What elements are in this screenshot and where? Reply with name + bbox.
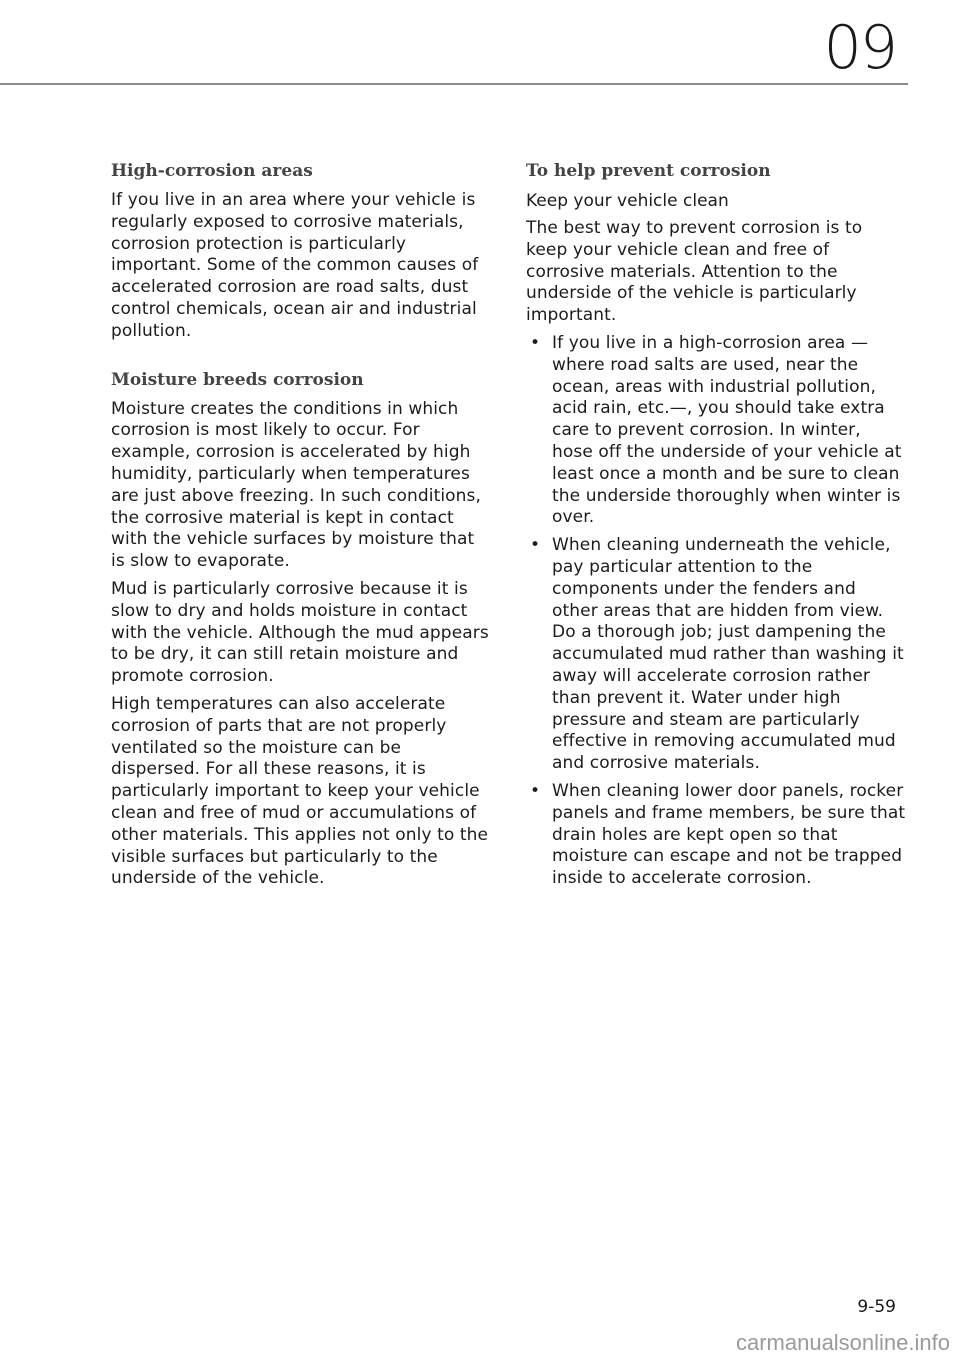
list-item xyxy=(526,333,906,529)
heading-high-corrosion-areas: High-corrosion areas xyxy=(111,161,313,181)
bullet-icon: • xyxy=(530,535,541,556)
list-item-text: When cleaning underneath the vehicle, pay particular attention to the components under the fenders and other areas that are hidden from view. Do a thorough job; just dampening the accumulated mud rather than washing it away will accelerate corrosion rather than prevent it. Water under high pressure and steam are particularly effective in removing accumulated mud and corrosive materials. xyxy=(552,535,904,774)
list-item xyxy=(526,781,906,890)
list-item-text: If you live in a high-corrosion area — where road salts are used, near the ocean, areas with industrial pollution, acid rain, etc.—, you should take extra care to prevent corrosion. In winter, hose off the underside of your vehicle at least once a month and be sure to clean the underside thoroughly when winter is over. xyxy=(552,332,902,528)
bullet-icon: • xyxy=(530,780,541,801)
page-number: 9-59 xyxy=(857,1297,896,1317)
left-column xyxy=(111,160,491,896)
header-rule xyxy=(0,83,908,85)
heading-prevent-corrosion: To help prevent corrosion xyxy=(526,161,771,181)
paragraph-high-temperatures: High temperatures can also accelerate corrosion of parts that are not properly ventilated so the moisture can be dispersed. For all these reasons, it is particularly important to keep your vehicle clean and free of mud or accumulations of other materials. This applies not only to the visible surfaces but particularly to the underside of the vehicle. xyxy=(111,693,489,889)
paragraph-high-corrosion: If you live in an area where your vehicle is regularly exposed to corrosive materials, corrosion protection is particularly important. Some of the common causes of accelerated corrosion are road salts, dust control chemicals, ocean air and industrial pollution. xyxy=(111,190,479,341)
heading-moisture-breeds-corrosion: Moisture breeds corrosion xyxy=(111,369,364,390)
bullet-list xyxy=(526,333,906,890)
list-item xyxy=(526,535,906,775)
chapter-number: 09 xyxy=(823,13,896,83)
list-item-text: When cleaning lower door panels, rocker panels and frame members, be sure that drain holes are kept open so that moisture can escape and not be trapped inside to accelerate corrosion. xyxy=(552,780,906,889)
subheading-keep-clean: Keep your vehicle clean xyxy=(526,191,729,211)
bullet-icon: • xyxy=(530,332,541,353)
paragraph-best-way: The best way to prevent corrosion is to keep your vehicle clean and free of corrosive materials. Attention to the underside of the vehicle is particularly important. xyxy=(526,218,863,326)
watermark: carmanualsonline.info xyxy=(735,1330,950,1355)
paragraph-moisture: Moisture creates the conditions in which corrosion is most likely to occur. For example, corrosion is accelerated by high humidity, particularly when temperatures are just above freezing. In such conditions, the corrosive material is kept in contact with the vehicle surfaces by moisture that is slow to evaporate. xyxy=(111,398,481,572)
right-column xyxy=(526,160,906,896)
paragraph-mud: Mud is particularly corrosive because it is slow to dry and holds moisture in contact with the vehicle. Although the mud appears to be dry, it can still retain moisture and promote corrosion. xyxy=(111,578,489,687)
